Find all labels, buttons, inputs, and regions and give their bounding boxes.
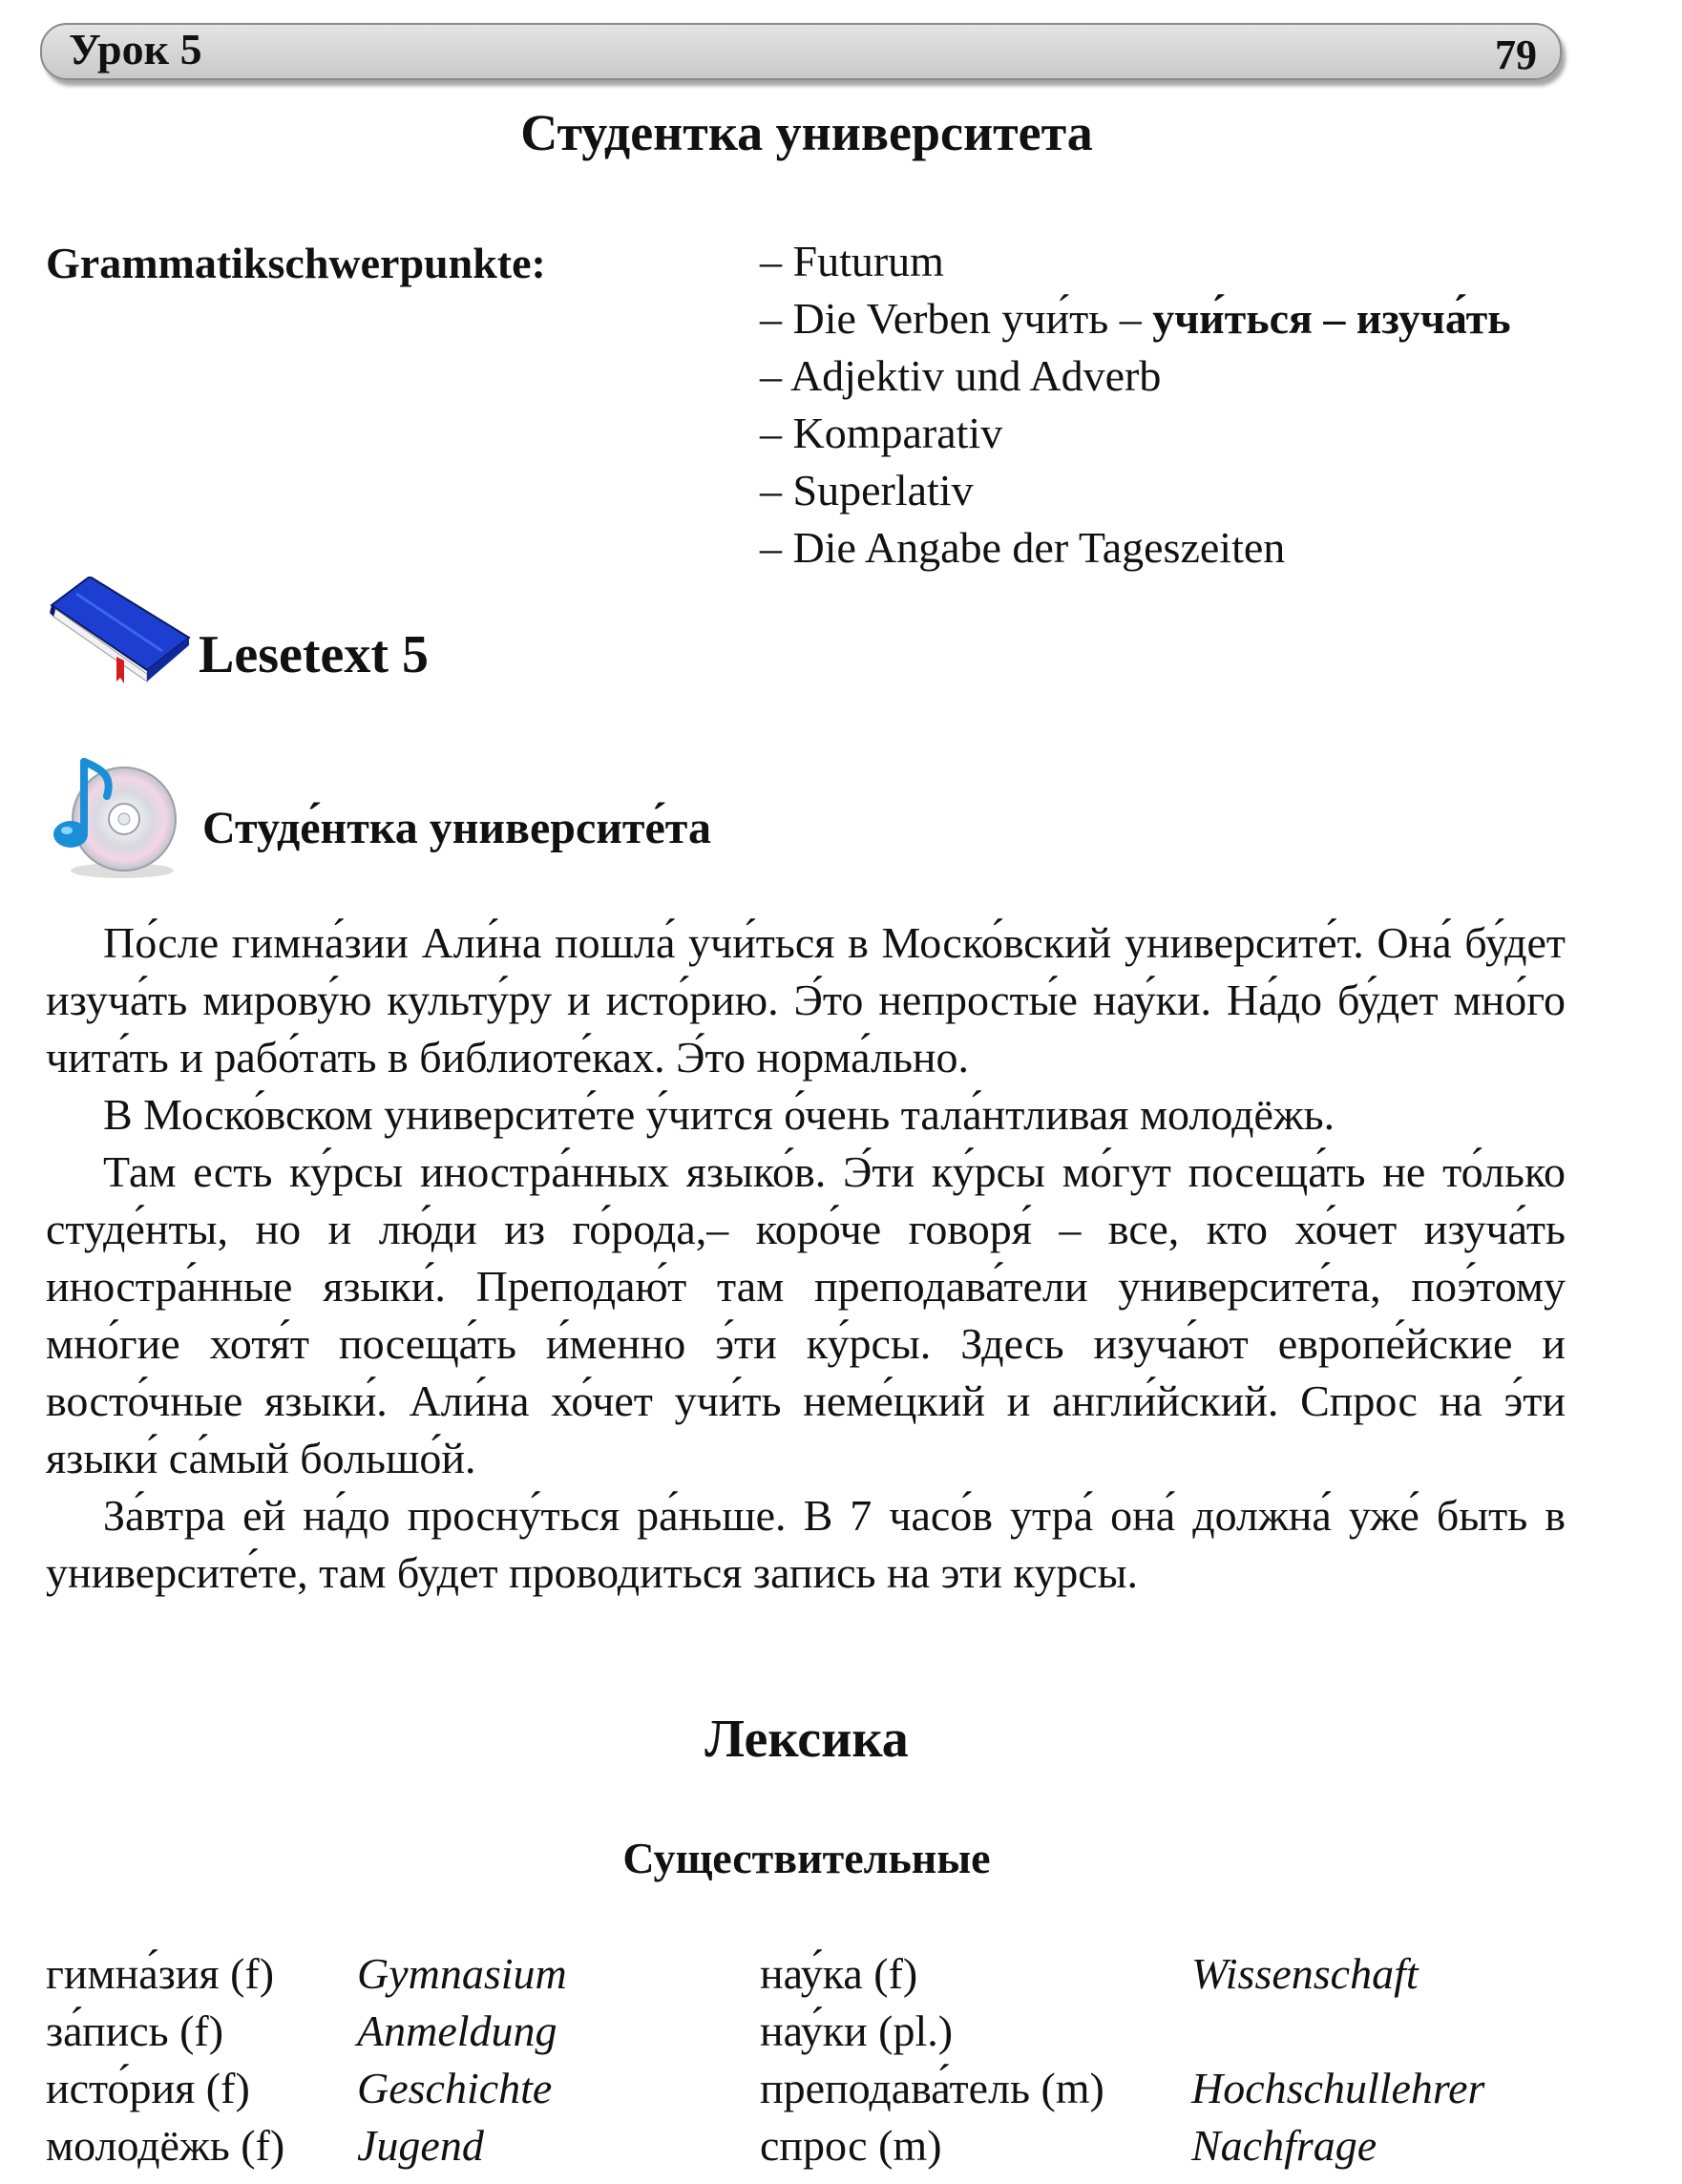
vocab-german: Anmeldung xyxy=(357,2006,557,2055)
grammar-item: – Futurum xyxy=(760,237,944,285)
vocab-german: Jugend xyxy=(357,2121,484,2170)
vocab-german: Geschichte xyxy=(357,2064,553,2112)
vocab-german: Nachfrage xyxy=(1191,2121,1377,2170)
vocab-russian: молодёжь (f) xyxy=(46,2121,285,2170)
grammar-item: – Die Verben учи́ть – учи́ться – изуча́ть xyxy=(760,294,1511,343)
vocab-russian: нау́ка (f) xyxy=(760,1949,918,1998)
music-cd-icon xyxy=(46,752,179,884)
vocab-russian: спрос (m) xyxy=(760,2121,942,2170)
reading-paragraph: Там есть ку́рсы иностра́нных языко́в. Э́ти ку́рсы мо́гут посеща́ть не то́лько студе́нты, но и лю́ди из го́рода,– коро́че говоря́ – все, кто хо́чет изуча́ть иностра́нные языки́. Преподаю́т там преподава́тели университе́та, поэ́тому мно́гие хотя́т посеща́ть и́менно э́ти ку́рсы. Здесь изуча́ют европе́йские и восто́чные языки́. Али́на хо́чет учи́ть неме́цкий и англи́йский. Спрос на э́ти языки́ са́мый большо́й. xyxy=(46,1147,1566,1482)
reading-paragraph: По́сле гимна́зии Али́на пошла́ учи́ться в Моско́вский университе́т. Она́ бу́дет изуча́ть мирову́ю культу́ру и исто́рию. Э́то непросты́е нау́ки. На́до бу́дет мно́го чита́ть и рабо́тать в библиоте́ках. Э́то норма́льно. xyxy=(46,918,1566,1082)
vocab-russian: исто́рия (f) xyxy=(46,2064,250,2112)
reading-text xyxy=(46,914,1566,1602)
grammar-focus-list xyxy=(760,233,1511,577)
page-number: 79 xyxy=(1495,32,1537,78)
nouns-heading: Существительные xyxy=(622,1834,991,1882)
vocab-german: Gymnasium xyxy=(357,1949,567,1998)
vocab-german: Wissenschaft xyxy=(1191,1949,1419,1998)
vocab-russian: гимна́зия (f) xyxy=(46,1949,275,1998)
page-title: Студентка университета xyxy=(520,104,1093,161)
vocab-russian: нау́ки (pl.) xyxy=(760,2006,954,2055)
reading-paragraph: За́втра ей на́до просну́ться ра́ньше. В 7 часо́в утра́ она́ должна́ уже́ быть в университе́те, там будет проводиться запись на эти курсы. xyxy=(46,1491,1566,1597)
lesson-label: Урок 5 xyxy=(69,25,202,74)
grammar-item: – Komparativ xyxy=(760,409,1003,457)
book-icon xyxy=(48,577,191,687)
reading-paragraph: В Моско́вском университе́те у́чится о́чень тала́нтливая молодёжь. xyxy=(103,1090,1335,1139)
vocab-german: Hochschullehrer xyxy=(1191,2064,1485,2112)
lesetext-title: Lesetext 5 xyxy=(199,625,430,684)
grammar-focus-label: Grammatikschwerpunkte: xyxy=(46,239,546,287)
grammar-item: – Superlativ xyxy=(760,466,974,514)
grammar-item: – Adjektiv und Adverb xyxy=(760,351,1162,400)
lexikon-title: Лексика xyxy=(704,1710,909,1769)
lesson-header-bar xyxy=(40,23,1562,80)
reading-text-heading: Студе́нтка университе́та xyxy=(202,803,711,853)
vocab-russian: преподава́тель (m) xyxy=(760,2064,1104,2112)
vocab-russian: за́пись (f) xyxy=(46,2006,224,2055)
grammar-item: – Die Angabe der Tageszeiten xyxy=(760,523,1286,572)
grammar-item-bold: учи́ться – изуча́ть xyxy=(1152,294,1511,343)
